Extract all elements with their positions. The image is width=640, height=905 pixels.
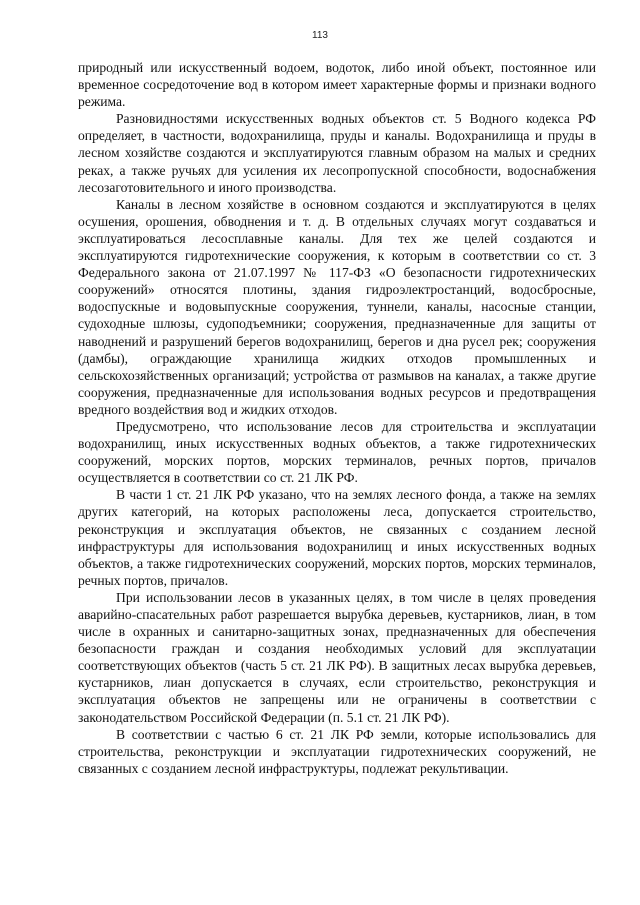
paragraph-3: Каналы в лесном хозяйстве в основном создаются и эксплуатируются в целях осушения, орошения, обводнения и т. д. В отдельных случаях могут создаваться и эксплуатироваться лесосплавные каналы. Для тех же целей создаются и эксплуатируются гидротехнические сооружения, к которым в соответствии со ст. 3 Федерального закона от 21.07.1997 № 117-ФЗ «О безопасности гидротехнических сооружений» относятся плотины, здания гидроэлектростанций, водосбросные, водоспускные и водовыпускные сооружения, туннели, каналы, насосные станции, судоходные шлюзы, судоподъемники; сооружения, предназначенные для защиты от наводнений и разрушений берегов водохранилищ, берегов и дна русел рек; сооружения (дамбы), ограждающие хранилища жидких отходов промышленных и сельскохозяйственных организаций; устройства от размывов на каналах, а также другие сооружения, предназначенные для использования водных ресурсов и предотвращения вредного воздействия вод и жидких отходов. [78, 196, 596, 417]
page-body [78, 59, 596, 777]
paragraph-7: В соответствии с частью 6 ст. 21 ЛК РФ земли, которые использовались для строительства, реконструкции и эксплуатации гидротехнических сооружений, не связанных с созданием лесной инфраструктуры, подлежат рекультивации. [78, 726, 596, 776]
paragraph-1: природный или искусственный водоем, водоток, либо иной объект, постоянное или временное сосредоточение вод в котором имеет характерные формы и признаки водного режима. [78, 60, 596, 110]
paragraph-5: В части 1 ст. 21 ЛК РФ указано, что на землях лесного фонда, а также на землях других категорий, на которых расположены леса, допускается строительство, реконструкция и эксплуатация объектов, не связанных с созданием лесной инфраструктуры для использования водохранилищ и иных искусственных водных объектов, а также гидротехнических сооружений, морских портов, морских терминалов, речных портов, причалов. [78, 487, 596, 588]
paragraph-2: Разновидностями искусственных водных объектов ст. 5 Водного кодекса РФ определяет, в частности, водохранилища, пруды и каналы. Водохранилища и пруды в лесном хозяйстве создаются и эксплуатируются главным образом на малых и средних реках, а также ручьях для усиления их лесопропускной способности, водоснабжения лесозаготовительного и иного производства. [78, 111, 596, 195]
page-number: 113 [312, 30, 328, 41]
paragraph-4: Предусмотрено, что использование лесов для строительства и эксплуатации водохранилищ, иных искусственных водных объектов, а также гидротехнических сооружений, морских портов, морских терминалов, речных портов, причалов осуществляется в соответствии со ст. 21 ЛК РФ. [78, 418, 596, 486]
paragraph-6: При использовании лесов в указанных целях, в том числе в целях проведения аварийно-спасательных работ разрешается вырубка деревьев, кустарников, лиан, в том числе в охранных и санитарно-защитных зонах, предназначенных для обеспечения безопасности граждан и создания необходимых условий для эксплуатации соответствующих объектов (часть 5 ст. 21 ЛК РФ). В защитных лесах вырубка деревьев, кустарников, лиан допускается в случаях, если строительство, реконструкция и эксплуатация объектов не запрещены или не ограничены в соответствии с законодательством Российской Федерации (п. 5.1 ст. 21 ЛК РФ). [78, 589, 596, 725]
